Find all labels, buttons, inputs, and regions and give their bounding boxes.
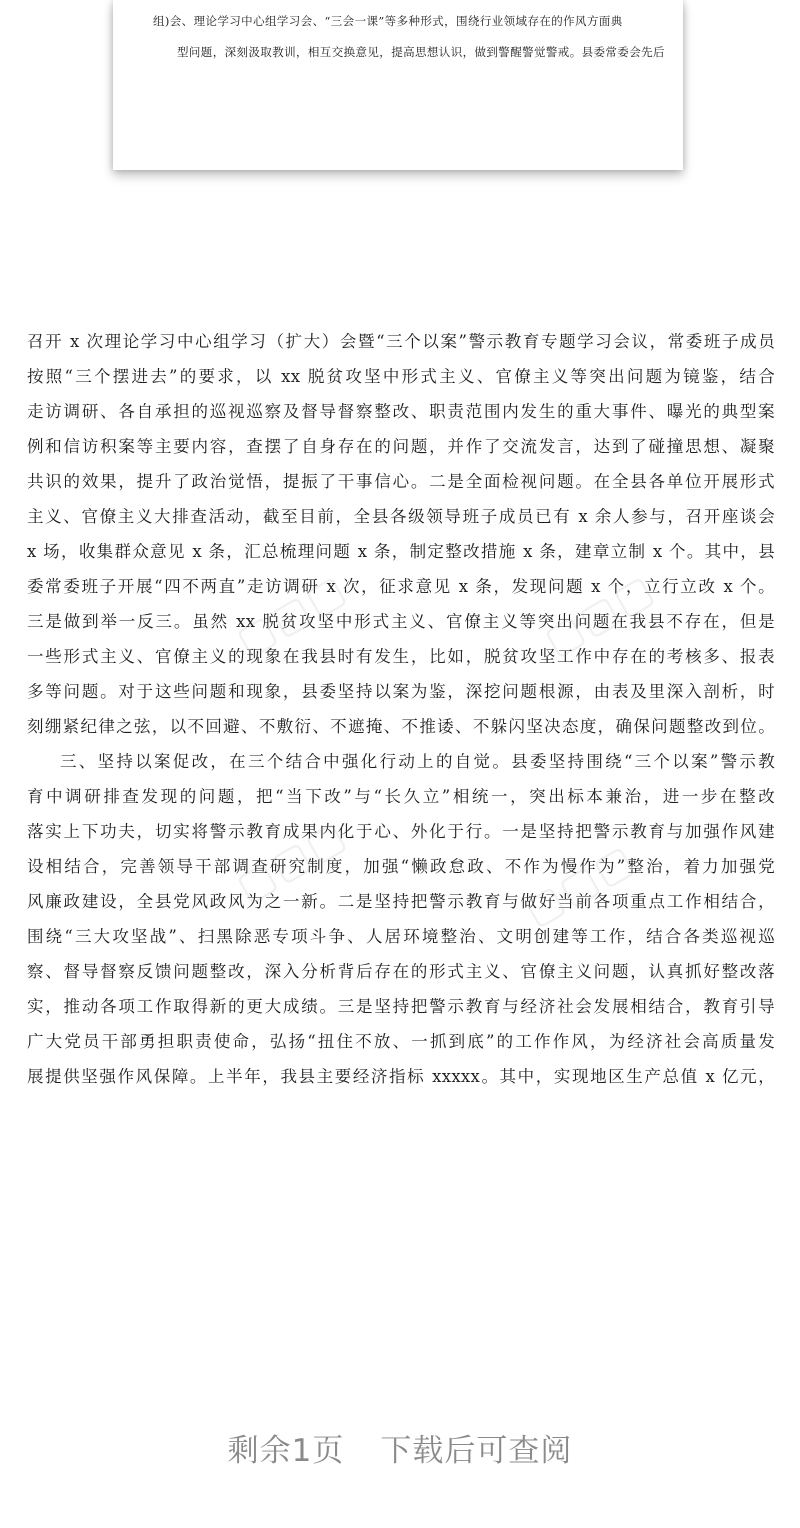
body-line: 例和信访积案等主要内容，查摆了自身存在的问题，并作了交流发言，达到了碰撞思想、凝聚	[27, 437, 775, 456]
remaining-pages-text: 剩余1页	[227, 1433, 345, 1469]
body-line: 设相结合，完善领导干部调查研究制度，加强“懒政怠政、不作为慢作为”整治，着力加强党	[27, 857, 775, 876]
body-line: 围绕“三大攻坚战”、扫黑除恶专项斗争、人居环境整治、文明创建等工作，结合各类巡视巡	[27, 927, 775, 946]
body-line: 按照“三个摆进去”的要求，以 xx 脱贫攻坚中形式主义、官僚主义等突出问题为镜鉴，结合	[27, 367, 775, 386]
body-line: 三、坚持以案促改，在三个结合中强化行动上的自觉。县委坚持围绕“三个以案”警示教	[60, 752, 775, 771]
body-line: 展提供坚强作风保障。上半年，我县主要经济指标 xxxxx。其中，实现地区生产总值 x 亿元，	[27, 1067, 775, 1086]
document-body	[27, 324, 775, 1094]
watermark-mark: ▢▢▢	[516, 835, 643, 935]
body-line: x 场，收集群众意见 x 条，汇总梳理问题 x 条，制定整改措施 x 条，建章立制 x 个。其中，县	[27, 542, 775, 561]
body-line: 多等问题。对于这些问题和现象，县委坚持以案为鉴，深挖问题根源，由表及里深入剖析，时	[27, 682, 775, 701]
body-line: 刻绷紧纪律之弦，以不回避、不敷衍、不遮掩、不推诿、不躲闪坚决态度，确保问题整改到位。	[27, 717, 775, 736]
watermark-mark: ▢▢▢	[228, 811, 355, 911]
preview-line: 型问题，深刻汲取教训，相互交换意见，提高思想认识，做到警醒警觉警戒。县委常委会先后	[177, 45, 665, 59]
body-line: 一些形式主义、官僚主义的现象在我县时有发生，比如，脱贫攻坚工作中存在的考核多、报表	[27, 647, 775, 666]
body-line: 广大党员干部勇担职责使命，弘扬“扭住不放、一抓到底”的工作作风，为经济社会高质量发	[27, 1032, 775, 1051]
body-line: 风廉政建设，全县党风政风为之一新。二是坚持把警示教育与做好当前各项重点工作相结合，	[27, 892, 775, 911]
body-line: 三是做到举一反三。虽然 xx 脱贫攻坚中形式主义、官僚主义等突出问题在我县不存在，但是	[27, 612, 775, 631]
body-line: 主义、官僚主义大排查活动，截至目前，全县各级领导班子成员已有 x 余人参与，召开座谈会	[27, 507, 775, 526]
body-line: 察、督导督察反馈问题整改，深入分析背后存在的形式主义、官僚主义问题，认真抓好整改落	[27, 962, 775, 981]
body-line: 召开 x 次理论学习中心组学习（扩大）会暨“三个以案”警示教育专题学习会议，常委班子成员	[27, 332, 775, 351]
preview-line: 组)会、理论学习中心组学习会、“三会一课”等多种形式，围绕行业领域存在的作风方面典	[153, 14, 623, 28]
body-line: 委常委班子开展“四不两直”走访调研 x 次，征求意见 x 条，发现问题 x 个，立行立改 x 个。	[27, 577, 775, 596]
page-preview-card	[113, 0, 683, 170]
remaining-pages-banner[interactable]	[0, 1428, 800, 1474]
body-line: 实，推动各项工作取得新的更大成绩。三是坚持把警示教育与经济社会发展相结合，教育引导	[27, 997, 775, 1016]
body-line: 落实上下功夫，切实将警示教育成果内化于心、外化于行。一是坚持把警示教育与加强作风建	[27, 822, 775, 841]
download-to-view-text: 下载后可查阅	[380, 1433, 573, 1469]
body-line: 走访调研、各自承担的巡视巡察及督导督察整改、职责范围内发生的重大事件、曝光的典型案	[27, 402, 775, 421]
body-line: 育中调研排查发现的问题，把“当下改”与“长久立”相统一，突出标本兼治，进一步在整改	[27, 787, 775, 806]
body-line: 共识的效果，提升了政治觉悟，提振了干事信心。二是全面检视问题。在全县各单位开展形式	[27, 472, 775, 491]
watermark-mark: ▢▢▢	[228, 565, 355, 665]
watermark-mark: ▢▢▢	[536, 565, 663, 665]
